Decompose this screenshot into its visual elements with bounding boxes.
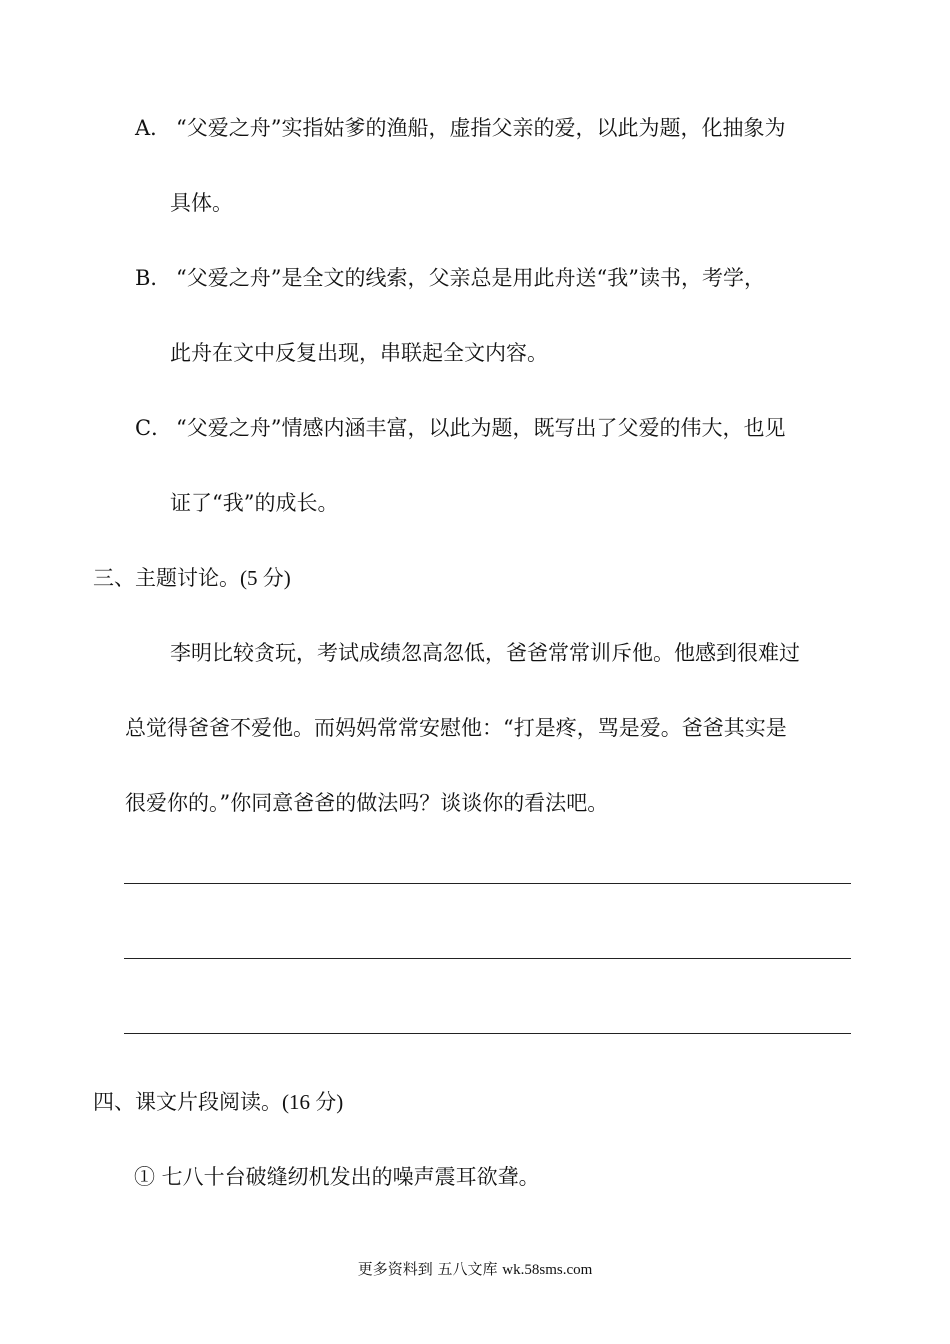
section3-title: 三、主题讨论。 xyxy=(93,566,240,590)
option-b-letter: B． xyxy=(135,266,172,290)
answer-line[interactable] xyxy=(124,1033,851,1034)
section3-points: (5 分) xyxy=(240,566,291,590)
option-a-text-line2: 具体。 xyxy=(170,191,233,215)
section4-item1: ① 七八十台破缝纫机发出的噪声震耳欲聋。 xyxy=(134,1165,540,1189)
option-c-letter: C． xyxy=(135,416,173,440)
option-a-letter: A． xyxy=(135,116,172,140)
option-b-text-line1: “父爱之舟”是全文的线索，父亲总是用此舟送“我”读书，考学， xyxy=(176,266,765,290)
footer-text: 更多资料到 五八文库 xyxy=(357,1260,498,1278)
answer-line[interactable] xyxy=(124,883,851,884)
option-a-text-line1: “父爱之舟”实指姑爹的渔船，虚指父亲的爱，以此为题，化抽象为 xyxy=(176,116,786,140)
footer xyxy=(0,1258,950,1279)
section4-heading xyxy=(93,1092,343,1113)
footer-url[interactable]: wk.58sms.com xyxy=(502,1262,593,1278)
option-b-text-line2: 此舟在文中反复出现，串联起全文内容。 xyxy=(170,341,548,365)
option-c-text-line1: “父爱之舟”情感内涵丰富，以此为题，既写出了父爱的伟大，也见 xyxy=(176,416,786,440)
section4-points: (16 分) xyxy=(282,1090,344,1114)
section3-paragraph-line3: 很爱你的。”你同意爸爸的做法吗？谈谈你的看法吧。 xyxy=(125,791,609,815)
section4-title: 四、课文片段阅读。 xyxy=(93,1090,282,1114)
section3-paragraph-line1: 李明比较贪玩，考试成绩忽高忽低，爸爸常常训斥他。他感到很难过 xyxy=(170,641,800,665)
section3-heading xyxy=(93,568,291,589)
option-c-text-line2: 证了“我”的成长。 xyxy=(170,491,339,515)
section3-paragraph-line2: 总觉得爸爸不爱他。而妈妈常常安慰他：“打是疼，骂是爱。爸爸其实是 xyxy=(125,716,787,740)
answer-line[interactable] xyxy=(124,958,851,959)
